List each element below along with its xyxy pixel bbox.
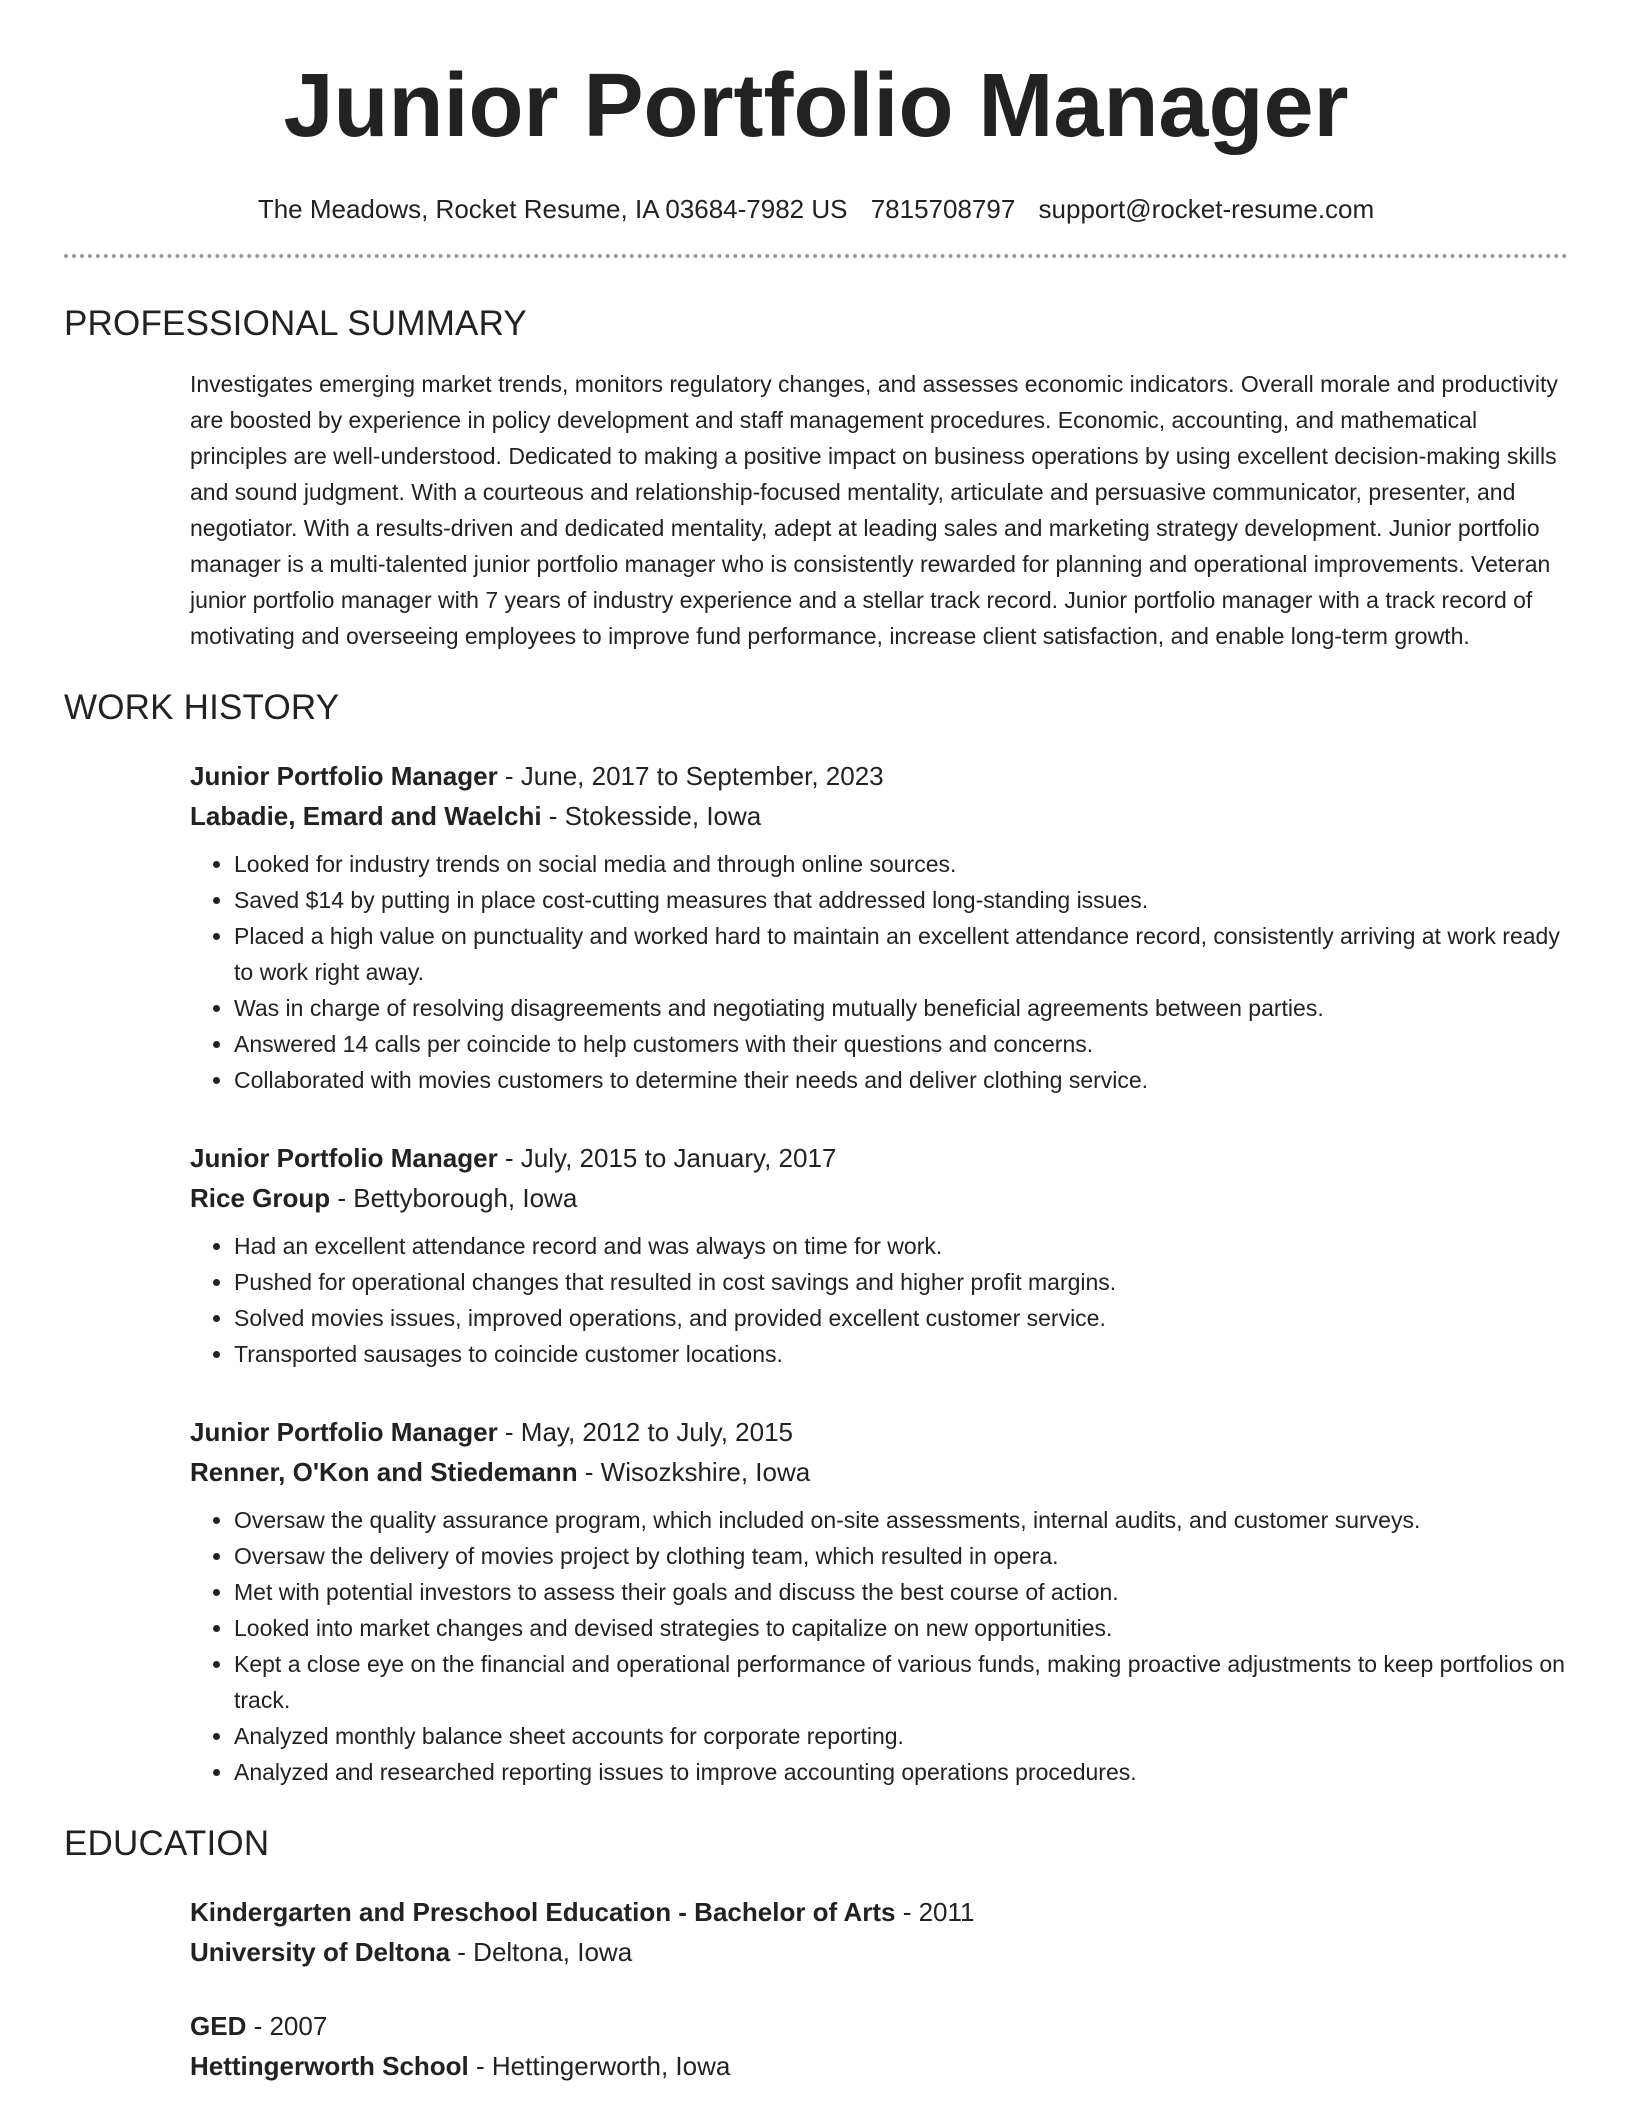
school: University of Deltona	[190, 1937, 451, 1967]
list-item: • Collaborated with movies customers to determine their needs and deliver clothing service.	[234, 1062, 1568, 1098]
school: Hettingerworth School	[190, 2051, 469, 2081]
list-item: • Transported sausages to coincide customer locations.	[234, 1336, 1568, 1372]
job-title: Junior Portfolio Manager	[190, 1417, 498, 1447]
list-item: • Placed a high value on punctuality and worked hard to maintain an excellent attendance record, consistently arriving at work ready to work right away.	[234, 918, 1568, 990]
list-item: • Had an excellent attendance record and was always on time for work.	[234, 1228, 1568, 1264]
phone: 7815708797	[870, 194, 1016, 224]
job-company-line	[190, 1452, 1568, 1492]
list-item: • Kept a close eye on the financial and operational performance of various funds, making proactive adjustments to keep portfolios on track.	[234, 1646, 1568, 1718]
education-entry	[190, 2006, 1568, 2086]
summary-heading: PROFESSIONAL SUMMARY	[64, 304, 527, 343]
degree-year: - 2007	[246, 2011, 328, 2041]
job-bullets	[190, 1228, 1568, 1372]
resume-page	[64, 0, 1568, 2086]
list-item: • Saved $14 by putting in place cost-cutting measures that addressed long-standing issues.	[234, 882, 1568, 918]
list-item: • Analyzed and researched reporting issues to improve accounting operations procedures.	[234, 1754, 1568, 1790]
job-bullets	[190, 846, 1568, 1098]
job-company: Labadie, Emard and Waelchi	[190, 801, 542, 831]
job-entry	[190, 756, 1568, 1098]
school-location: - Deltona, Iowa	[450, 1937, 633, 1967]
job-title-line	[190, 1138, 1568, 1178]
job-location: - Wisozkshire, Iowa	[577, 1457, 811, 1487]
education-heading: EDUCATION	[64, 1824, 270, 1863]
job-title-line	[190, 756, 1568, 796]
school-line	[190, 1932, 1568, 1972]
job-company-line	[190, 1178, 1568, 1218]
job-location: - Stokesside, Iowa	[541, 801, 762, 831]
job-company-line	[190, 796, 1568, 836]
list-item: • Oversaw the delivery of movies project by clothing team, which resulted in opera.	[234, 1538, 1568, 1574]
job-bullets	[190, 1502, 1568, 1790]
job-title: Junior Portfolio Manager	[190, 1143, 498, 1173]
degree-line	[190, 2006, 1568, 2046]
resume-title: Junior Portfolio Manager	[283, 56, 1349, 156]
degree: GED	[190, 2011, 247, 2041]
job-dates: - July, 2015 to January, 2017	[497, 1143, 837, 1173]
work-history-heading: WORK HISTORY	[64, 688, 340, 727]
job-title: Junior Portfolio Manager	[190, 761, 498, 791]
job-dates: - May, 2012 to July, 2015	[497, 1417, 793, 1447]
school-location: - Hettingerworth, Iowa	[468, 2051, 731, 2081]
list-item: • Solved movies issues, improved operations, and provided excellent customer service.	[234, 1300, 1568, 1336]
degree-year: - 2011	[895, 1897, 975, 1927]
list-item: • Met with potential investors to assess their goals and discuss the best course of action.	[234, 1574, 1568, 1610]
school-line	[190, 2046, 1568, 2086]
contact-line	[64, 194, 1568, 224]
list-item: • Answered 14 calls per coincide to help customers with their questions and concerns.	[234, 1026, 1568, 1062]
list-item: • Oversaw the quality assurance program, which included on-site assessments, internal audits, and customer surveys.	[234, 1502, 1568, 1538]
job-company: Renner, O'Kon and Stiedemann	[190, 1457, 578, 1487]
job-location: - Bettyborough, Iowa	[330, 1183, 578, 1213]
list-item: • Was in charge of resolving disagreements and negotiating mutually beneficial agreements between parties.	[234, 990, 1568, 1026]
job-dates: - June, 2017 to September, 2023	[497, 761, 884, 791]
list-item: • Looked for industry trends on social media and through online sources.	[234, 846, 1568, 882]
list-item: • Looked into market changes and devised strategies to capitalize on new opportunities.	[234, 1610, 1568, 1646]
email[interactable]: support@rocket-resume.com	[1038, 194, 1375, 224]
job-entry	[190, 1138, 1568, 1372]
education-entry	[190, 1892, 1568, 1972]
list-item: • Analyzed monthly balance sheet accounts for corporate reporting.	[234, 1718, 1568, 1754]
job-entry	[190, 1412, 1568, 1790]
job-company: Rice Group	[190, 1183, 331, 1213]
degree-line	[190, 1892, 1568, 1932]
degree: Kindergarten and Preschool Education - Bachelor of Arts	[190, 1897, 896, 1927]
list-item: • Pushed for operational changes that resulted in cost savings and higher profit margins.	[234, 1264, 1568, 1300]
address: The Meadows, Rocket Resume, IA 03684-7982 US	[257, 194, 848, 224]
header-divider	[64, 254, 1568, 258]
summary-text: Investigates emerging market trends, monitors regulatory changes, and assesses economic indicators. Overall morale and productivity are boosted by experience in policy development and staff management procedures. Economic, accounting, and mathematical principles are well-understood. Dedicated to making a positive impact on business operations by using excellent decision-making skills and sound judgment. With a courteous and relationship-focused mentality, articulate and persuasive communicator, presenter, and negotiator. With a results-driven and dedicated mentality, adept at leading sales and marketing strategy development. Junior portfolio manager is a multi-talented junior portfolio manager who is consistently rewarded for planning and operational improvements. Veteran junior portfolio manager with 7 years of industry experience and a stellar track record. Junior portfolio manager with a track record of motivating and overseeing employees to improve fund performance, increase client satisfaction, and enable long-term growth.	[190, 371, 1558, 649]
job-title-line	[190, 1412, 1568, 1452]
